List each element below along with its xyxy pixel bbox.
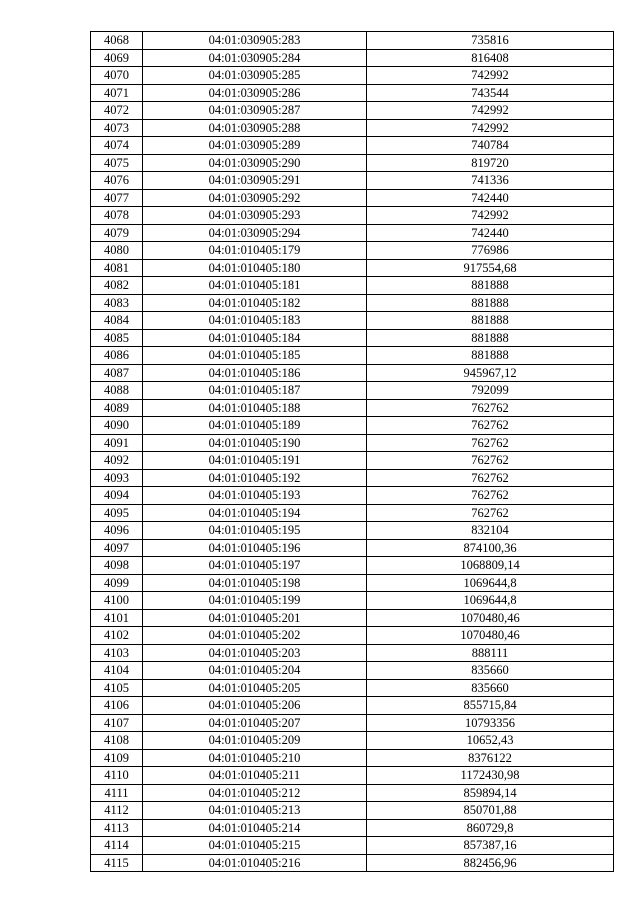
table-row [91, 714, 614, 732]
cadastral-number-cell: 04:01:010405:201 [143, 609, 367, 627]
cadastral-value-cell: 881888 [367, 277, 614, 295]
row-number-cell: 4095 [91, 504, 143, 522]
cadastral-number-cell: 04:01:010405:186 [143, 364, 367, 382]
cadastral-value-cell: 1070480,46 [367, 609, 614, 627]
cadastral-number-cell: 04:01:010405:195 [143, 522, 367, 540]
cadastral-value-cell: 1069644,8 [367, 592, 614, 610]
table-row [91, 49, 614, 67]
row-number-cell: 4087 [91, 364, 143, 382]
row-number-cell: 4093 [91, 469, 143, 487]
row-number-cell: 4098 [91, 557, 143, 575]
table-row [91, 382, 614, 400]
row-number-cell: 4073 [91, 119, 143, 137]
cadastral-number-cell: 04:01:010405:190 [143, 434, 367, 452]
cadastral-number-cell: 04:01:030905:292 [143, 189, 367, 207]
table-row [91, 207, 614, 225]
table-row [91, 417, 614, 435]
cadastral-value-cell: 945967,12 [367, 364, 614, 382]
row-number-cell: 4094 [91, 487, 143, 505]
cadastral-value-cell: 762762 [367, 399, 614, 417]
row-number-cell: 4071 [91, 84, 143, 102]
row-number-cell: 4081 [91, 259, 143, 277]
cadastral-value-cell: 819720 [367, 154, 614, 172]
cadastral-value-cell: 888111 [367, 644, 614, 662]
table-row [91, 609, 614, 627]
cadastral-number-cell: 04:01:010405:212 [143, 784, 367, 802]
cadastral-number-cell: 04:01:010405:193 [143, 487, 367, 505]
table-body [91, 32, 614, 872]
row-number-cell: 4099 [91, 574, 143, 592]
cadastral-number-cell: 04:01:010405:187 [143, 382, 367, 400]
table-row [91, 679, 614, 697]
table-row [91, 522, 614, 540]
row-number-cell: 4088 [91, 382, 143, 400]
table-row [91, 697, 614, 715]
cadastral-value-cell: 10652,43 [367, 732, 614, 750]
table-row [91, 364, 614, 382]
cadastral-number-cell: 04:01:010405:198 [143, 574, 367, 592]
row-number-cell: 4109 [91, 749, 143, 767]
cadastral-number-cell: 04:01:010405:211 [143, 767, 367, 785]
cadastral-value-cell: 1172430,98 [367, 767, 614, 785]
table-row [91, 732, 614, 750]
cadastral-number-cell: 04:01:010405:207 [143, 714, 367, 732]
cadastral-value-cell: 762762 [367, 487, 614, 505]
cadastral-number-cell: 04:01:030905:286 [143, 84, 367, 102]
table-row [91, 592, 614, 610]
table-row [91, 819, 614, 837]
row-number-cell: 4100 [91, 592, 143, 610]
cadastral-number-cell: 04:01:010405:179 [143, 242, 367, 260]
table-row [91, 854, 614, 872]
row-number-cell: 4068 [91, 32, 143, 50]
cadastral-number-cell: 04:01:010405:214 [143, 819, 367, 837]
cadastral-value-cell: 835660 [367, 679, 614, 697]
row-number-cell: 4076 [91, 172, 143, 190]
row-number-cell: 4084 [91, 312, 143, 330]
row-number-cell: 4086 [91, 347, 143, 365]
table-row [91, 662, 614, 680]
cadastral-value-cell: 835660 [367, 662, 614, 680]
cadastral-number-cell: 04:01:010405:206 [143, 697, 367, 715]
cadastral-number-cell: 04:01:030905:284 [143, 49, 367, 67]
table-row [91, 784, 614, 802]
cadastral-value-cell: 776986 [367, 242, 614, 260]
row-number-cell: 4115 [91, 854, 143, 872]
table-row [91, 557, 614, 575]
cadastral-number-cell: 04:01:030905:287 [143, 102, 367, 120]
cadastral-number-cell: 04:01:010405:191 [143, 452, 367, 470]
cadastral-value-cell: 762762 [367, 504, 614, 522]
table-row [91, 189, 614, 207]
cadastral-number-cell: 04:01:010405:182 [143, 294, 367, 312]
cadastral-value-cell: 742992 [367, 67, 614, 85]
cadastral-value-cell: 881888 [367, 312, 614, 330]
cadastral-value-cell: 792099 [367, 382, 614, 400]
cadastral-number-cell: 04:01:010405:197 [143, 557, 367, 575]
cadastral-number-cell: 04:01:030905:294 [143, 224, 367, 242]
row-number-cell: 4082 [91, 277, 143, 295]
cadastral-number-cell: 04:01:010405:203 [143, 644, 367, 662]
cadastral-number-cell: 04:01:010405:184 [143, 329, 367, 347]
cadastral-value-cell: 859894,14 [367, 784, 614, 802]
row-number-cell: 4078 [91, 207, 143, 225]
row-number-cell: 4111 [91, 784, 143, 802]
cadastral-value-cell: 762762 [367, 452, 614, 470]
row-number-cell: 4102 [91, 627, 143, 645]
cadastral-value-cell: 740784 [367, 137, 614, 155]
row-number-cell: 4096 [91, 522, 143, 540]
row-number-cell: 4089 [91, 399, 143, 417]
cadastral-number-cell: 04:01:010405:216 [143, 854, 367, 872]
cadastral-value-cell: 850701,88 [367, 802, 614, 820]
cadastral-number-cell: 04:01:010405:181 [143, 277, 367, 295]
table-row [91, 137, 614, 155]
table-row [91, 102, 614, 120]
table-row [91, 504, 614, 522]
cadastral-number-cell: 04:01:030905:283 [143, 32, 367, 50]
table-row [91, 469, 614, 487]
row-number-cell: 4072 [91, 102, 143, 120]
row-number-cell: 4074 [91, 137, 143, 155]
table-row [91, 539, 614, 557]
row-number-cell: 4107 [91, 714, 143, 732]
row-number-cell: 4080 [91, 242, 143, 260]
table-row [91, 399, 614, 417]
cadastral-number-cell: 04:01:030905:291 [143, 172, 367, 190]
row-number-cell: 4085 [91, 329, 143, 347]
cadastral-number-cell: 04:01:010405:204 [143, 662, 367, 680]
cadastral-value-cell: 874100,36 [367, 539, 614, 557]
cadastral-number-cell: 04:01:010405:192 [143, 469, 367, 487]
table-row [91, 329, 614, 347]
cadastral-number-cell: 04:01:010405:180 [143, 259, 367, 277]
cadastral-value-cell: 881888 [367, 347, 614, 365]
cadastral-value-cell: 1068809,14 [367, 557, 614, 575]
table-row [91, 224, 614, 242]
table-row [91, 627, 614, 645]
cadastral-number-cell: 04:01:010405:188 [143, 399, 367, 417]
cadastral-value-cell: 1069644,8 [367, 574, 614, 592]
cadastral-number-cell: 04:01:010405:199 [143, 592, 367, 610]
table-row [91, 802, 614, 820]
row-number-cell: 4110 [91, 767, 143, 785]
cadastral-number-cell: 04:01:030905:288 [143, 119, 367, 137]
row-number-cell: 4079 [91, 224, 143, 242]
cadastral-value-cell: 742992 [367, 102, 614, 120]
cadastral-value-cell: 855715,84 [367, 697, 614, 715]
table-row [91, 574, 614, 592]
cadastral-value-cell: 816408 [367, 49, 614, 67]
cadastral-value-cell: 8376122 [367, 749, 614, 767]
table-row [91, 32, 614, 50]
table-row [91, 487, 614, 505]
row-number-cell: 4091 [91, 434, 143, 452]
cadastral-number-cell: 04:01:010405:213 [143, 802, 367, 820]
cadastral-number-cell: 04:01:010405:202 [143, 627, 367, 645]
cadastral-value-cell: 762762 [367, 417, 614, 435]
row-number-cell: 4114 [91, 837, 143, 855]
table-row [91, 154, 614, 172]
table-row [91, 294, 614, 312]
row-number-cell: 4113 [91, 819, 143, 837]
table-row [91, 312, 614, 330]
table-row [91, 644, 614, 662]
table-row [91, 347, 614, 365]
cadastral-value-cell: 742440 [367, 189, 614, 207]
row-number-cell: 4105 [91, 679, 143, 697]
table-row [91, 259, 614, 277]
row-number-cell: 4106 [91, 697, 143, 715]
cadastral-number-cell: 04:01:010405:183 [143, 312, 367, 330]
cadastral-number-cell: 04:01:010405:210 [143, 749, 367, 767]
row-number-cell: 4103 [91, 644, 143, 662]
row-number-cell: 4108 [91, 732, 143, 750]
cadastral-number-cell: 04:01:010405:196 [143, 539, 367, 557]
cadastral-value-cell: 762762 [367, 469, 614, 487]
table-row [91, 172, 614, 190]
table-row [91, 767, 614, 785]
row-number-cell: 4101 [91, 609, 143, 627]
cadastral-value-cell: 743544 [367, 84, 614, 102]
cadastral-number-cell: 04:01:030905:293 [143, 207, 367, 225]
cadastral-number-cell: 04:01:010405:189 [143, 417, 367, 435]
row-number-cell: 4069 [91, 49, 143, 67]
cadastral-value-table [90, 31, 614, 872]
row-number-cell: 4077 [91, 189, 143, 207]
table-row [91, 434, 614, 452]
table-row [91, 67, 614, 85]
cadastral-value-cell: 742992 [367, 207, 614, 225]
table-row [91, 837, 614, 855]
row-number-cell: 4083 [91, 294, 143, 312]
cadastral-number-cell: 04:01:030905:290 [143, 154, 367, 172]
row-number-cell: 4075 [91, 154, 143, 172]
cadastral-number-cell: 04:01:010405:194 [143, 504, 367, 522]
cadastral-number-cell: 04:01:010405:205 [143, 679, 367, 697]
cadastral-value-cell: 10793356 [367, 714, 614, 732]
cadastral-number-cell: 04:01:010405:215 [143, 837, 367, 855]
row-number-cell: 4112 [91, 802, 143, 820]
row-number-cell: 4090 [91, 417, 143, 435]
cadastral-value-cell: 881888 [367, 294, 614, 312]
table-row [91, 119, 614, 137]
cadastral-value-cell: 882456,96 [367, 854, 614, 872]
table-row [91, 749, 614, 767]
table-row [91, 242, 614, 260]
cadastral-value-cell: 917554,68 [367, 259, 614, 277]
cadastral-value-cell: 860729,8 [367, 819, 614, 837]
cadastral-value-cell: 881888 [367, 329, 614, 347]
cadastral-value-cell: 735816 [367, 32, 614, 50]
cadastral-number-cell: 04:01:030905:285 [143, 67, 367, 85]
table-row [91, 277, 614, 295]
cadastral-value-cell: 742440 [367, 224, 614, 242]
cadastral-number-cell: 04:01:030905:289 [143, 137, 367, 155]
row-number-cell: 4092 [91, 452, 143, 470]
cadastral-value-cell: 857387,16 [367, 837, 614, 855]
cadastral-value-cell: 742992 [367, 119, 614, 137]
cadastral-number-cell: 04:01:010405:185 [143, 347, 367, 365]
cadastral-value-cell: 741336 [367, 172, 614, 190]
cadastral-value-cell: 762762 [367, 434, 614, 452]
row-number-cell: 4097 [91, 539, 143, 557]
cadastral-value-cell: 1070480,46 [367, 627, 614, 645]
cadastral-value-cell: 832104 [367, 522, 614, 540]
table-row [91, 452, 614, 470]
table-row [91, 84, 614, 102]
cadastral-number-cell: 04:01:010405:209 [143, 732, 367, 750]
row-number-cell: 4070 [91, 67, 143, 85]
row-number-cell: 4104 [91, 662, 143, 680]
